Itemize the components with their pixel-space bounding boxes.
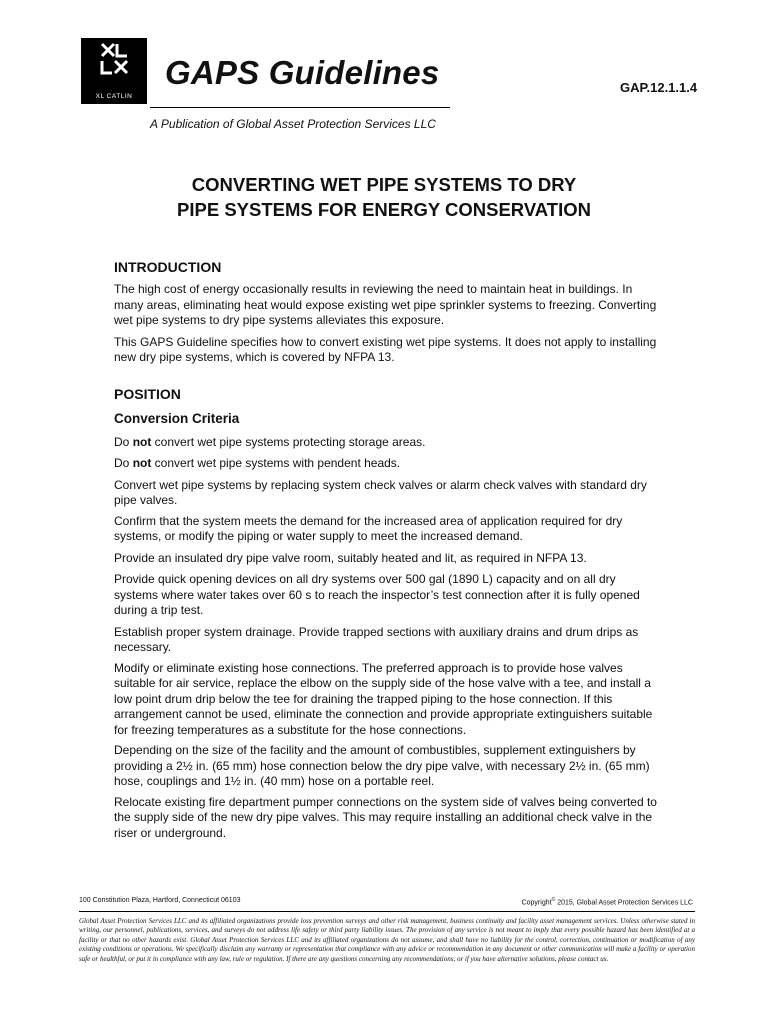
xl-logo-mark-icon xyxy=(81,38,147,88)
xl-catlin-logo xyxy=(81,38,147,104)
criteria-quick-opening: Provide quick opening devices on all dry systems over 500 gal (1890 L) capacity and on all dry systems where water takes over 60 s to reach the inspector’s test connection after it is fully opened during a trip test. xyxy=(114,572,640,617)
footer-divider xyxy=(79,911,695,912)
criteria-pendent-heads xyxy=(114,456,659,472)
text-run: Do xyxy=(114,434,133,449)
criteria-pumper-connections: Relocate existing fire department pumper connections on the system side of valves being converted to the supply side of the new dry pipe valves. This may require installing an additional check valve in the riser or underground. xyxy=(114,794,657,840)
header-divider xyxy=(150,107,450,108)
introduction-paragraph-1: The high cost of energy occasionally results in reviewing the need to maintain heat in buildings. In many areas, eliminating heat would expose existing wet pipe sprinkler systems to freezing. Converting wet pipe systems to dry pipe systems alleviates this exposure. xyxy=(114,282,657,327)
criteria-system-demand: Confirm that the system meets the demand for the increased area of application required for dry systems, or modify the piping or water supply to meet the increased demand. xyxy=(114,513,623,543)
brand-title: GAPS Guidelines xyxy=(165,54,440,91)
emphasis-not: not xyxy=(132,456,152,470)
conversion-criteria-heading: Conversion Criteria xyxy=(114,410,240,426)
text-run: Do xyxy=(114,456,133,470)
footer-address: 100 Constitution Plaza, Hartford, Connecticut 06103 xyxy=(79,897,241,904)
emphasis-not: not xyxy=(132,434,152,449)
text-run: 2015, Global Asset Protection Services LLC xyxy=(555,899,693,907)
text-run: convert wet pipe systems with pendent heads. xyxy=(151,456,401,470)
document-body xyxy=(114,258,659,841)
footer-copyright xyxy=(522,897,693,906)
legal-disclaimer: Global Asset Protection Services LLC and its affiliated organizations provide loss prevention surveys and other risk management, business continuity and facility asset management services. Unless otherwise stated in writing, our personnel, publications, services, and surveys do not address life safety or third party liability issues. The provision of any service is not meant to imply that every possible hazard has been identified at a facility or that no other hazards exist. Global Asset Protection Services LLC and its affiliated organizations do not assume, and shall have no liability for the control, correction, continuation or modification of any existing conditions or operations. We specifically disclaim any warranty or representation that compliance with any advice or recommendation in any document or other communication will make a facility or operation safe or healthful, or put it in compliance with any law, rule or regulation. If there are any questions concerning any recommendations, or if you have alternative solutions, please contact us. xyxy=(79,917,695,963)
text-run: Copyright xyxy=(521,899,552,907)
criteria-extinguishers: Depending on the size of the facility and the amount of combustibles, supplement extinguishers by providing a 2½ in. (65 mm) hose connection below the dry pipe valve, with necessary 2½ in. (65 mm) hose, couplings and 1½ in. (40 mm) hose on a portable reel. xyxy=(114,743,650,788)
criteria-hose-connections: Modify or eliminate existing hose connections. The preferred approach is to provide hose valves suitable for air service, replace the elbow on the supply side of the hose valve with a tee, and install a low point drum drip below the tee for draining the trapped piping to the hose connection. If this arrangement cannot be used, eliminate the connection and provide appropriate extinguishers suitable for freezing temperatures as a substitute for the hose connections. xyxy=(114,660,653,737)
publication-line: A Publication of Global Asset Protection Services LLC xyxy=(150,117,436,131)
document-title-line-1: CONVERTING WET PIPE SYSTEMS TO DRY xyxy=(191,174,577,195)
position-heading: POSITION xyxy=(114,385,181,402)
document-code: GAP.12.1.1.4 xyxy=(620,80,698,95)
criteria-storage-areas xyxy=(114,435,659,451)
introduction-heading: INTRODUCTION xyxy=(114,259,222,275)
introduction-paragraph-2: This GAPS Guideline specifies how to convert existing wet pipe systems. It does not apply to installing new dry pipe systems, which is covered by NFPA 13. xyxy=(114,334,657,364)
criteria-valve-room: Provide an insulated dry pipe valve room, suitably heated and lit, as required in NFPA 13. xyxy=(114,550,587,565)
document-title xyxy=(114,172,654,222)
criteria-replace-valves: Convert wet pipe systems by replacing system check valves or alarm check valves with standard dry pipe valves. xyxy=(114,477,647,507)
document-title-line-2: PIPE SYSTEMS FOR ENERGY CONSERVATION xyxy=(177,199,591,220)
copyright-symbol: © xyxy=(551,897,556,903)
criteria-drainage: Establish proper system drainage. Provide trapped sections with auxiliary drains and drum drips as necessary. xyxy=(114,624,639,654)
logo-text: XL CATLIN xyxy=(95,93,133,100)
text-run: convert wet pipe systems protecting storage areas. xyxy=(151,434,426,449)
